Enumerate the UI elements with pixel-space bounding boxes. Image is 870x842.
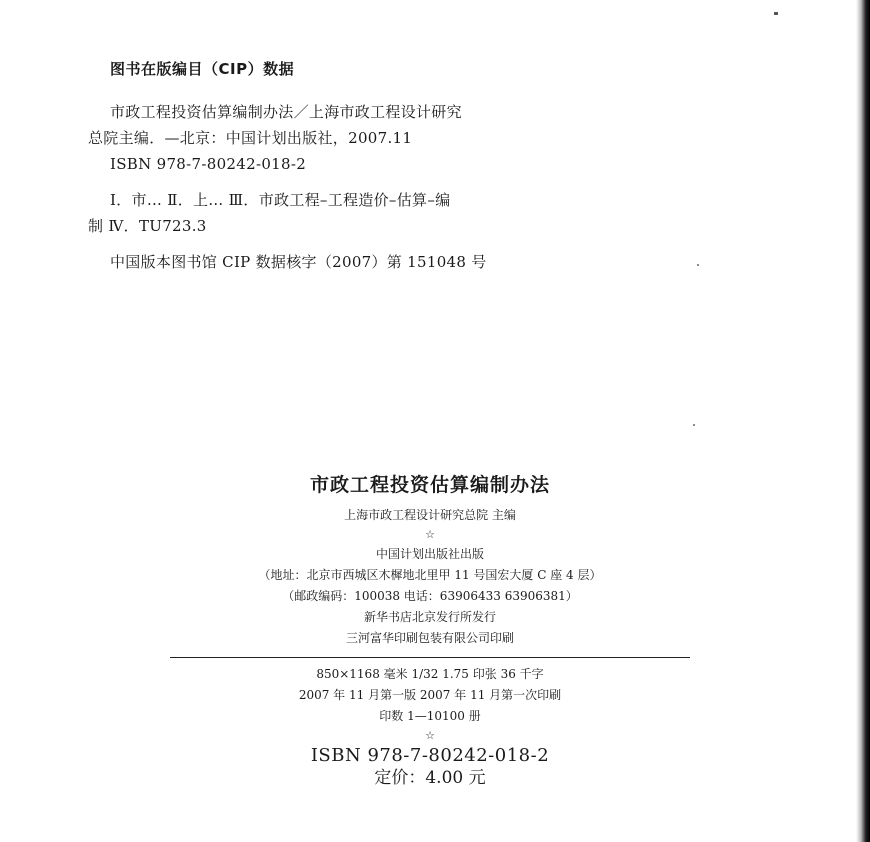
page-binding-edge (856, 0, 870, 842)
price-line: 定价：4.00 元 (374, 768, 486, 788)
cip-title-line: 市政工程投资估算编制办法／上海市政工程设计研究 (110, 103, 462, 121)
cip-isbn-line: ISBN 978-7-80242-018-2 (110, 155, 307, 173)
edition-line: 2007 年 11 月第一版 2007 年 11 月第一次印刷 (298, 688, 562, 702)
isbn-line: ISBN 978-7-80242-018-2 (310, 745, 550, 766)
star-ornament: ☆ (425, 528, 435, 541)
scan-speck (774, 12, 778, 15)
contact-line: （邮政编码：100038 电话：63906433 63906381） (282, 589, 578, 603)
print-run-line: 印数 1—10100 册 (379, 709, 481, 723)
publisher-line: 中国计划出版社出版 (375, 547, 484, 561)
printer-line: 三河富华印刷包装有限公司印刷 (345, 631, 514, 645)
editor-line: 上海市政工程设计研究总院 主编 (344, 508, 516, 522)
cip-data-block (88, 58, 648, 275)
star-ornament: ☆ (425, 729, 435, 742)
cip-heading: 图书在版编目（CIP）数据 (110, 60, 295, 78)
cip-subject-line: Ⅰ．市… Ⅱ．上… Ⅲ．市政工程–工程造价–估算–编 (110, 191, 451, 209)
cip-record-number: 中国版本图书馆 CIP 数据核字（2007）第 151048 号 (110, 253, 487, 271)
scan-speck (693, 424, 695, 426)
cip-classification-line: 制 Ⅳ．TU723.3 (88, 217, 207, 235)
distributor-line: 新华书店北京发行所发行 (363, 610, 496, 624)
book-title: 市政工程投资估算编制办法 (309, 474, 550, 496)
colophon-block (170, 470, 690, 789)
scan-speck (697, 264, 699, 266)
divider-rule (170, 657, 690, 658)
cip-publisher-line: 总院主编．—北京：中国计划出版社，2007.11 (88, 129, 413, 147)
specs-line: 850×1168 毫米 1/32 1.75 印张 36 千字 (316, 667, 544, 681)
address-line: （地址：北京市西城区木樨地北里甲 11 号国宏大厦 C 座 4 层） (258, 568, 602, 582)
